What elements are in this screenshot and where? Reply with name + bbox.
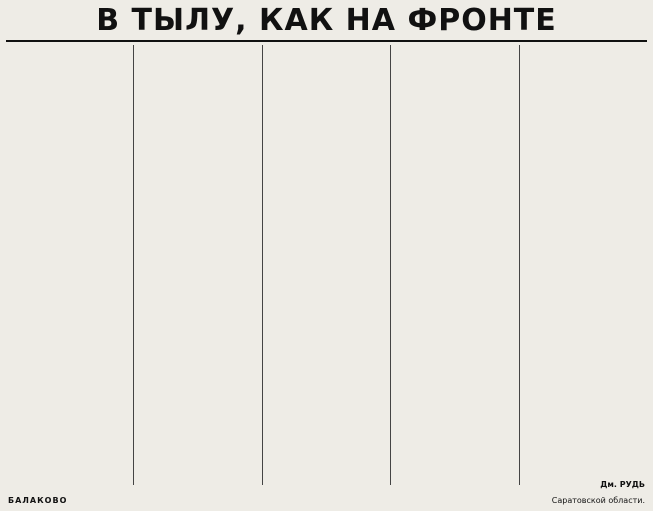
dateline bbox=[0, 493, 653, 507]
article-column-3 bbox=[262, 45, 390, 485]
article-column-1 bbox=[6, 45, 133, 485]
article-columns bbox=[6, 45, 647, 485]
article-column-4 bbox=[390, 45, 518, 485]
headline: В ТЫЛУ, КАК НА ФРОНТЕ bbox=[96, 4, 557, 38]
dateline-region: Саратовской области. bbox=[551, 495, 645, 505]
article-column-5 bbox=[519, 45, 647, 485]
article-column-2 bbox=[133, 45, 261, 485]
dateline-place: БАЛАКОВО bbox=[8, 495, 68, 505]
author-signature: Дм. РУДЬ bbox=[600, 480, 645, 489]
headline-rule bbox=[6, 40, 647, 42]
